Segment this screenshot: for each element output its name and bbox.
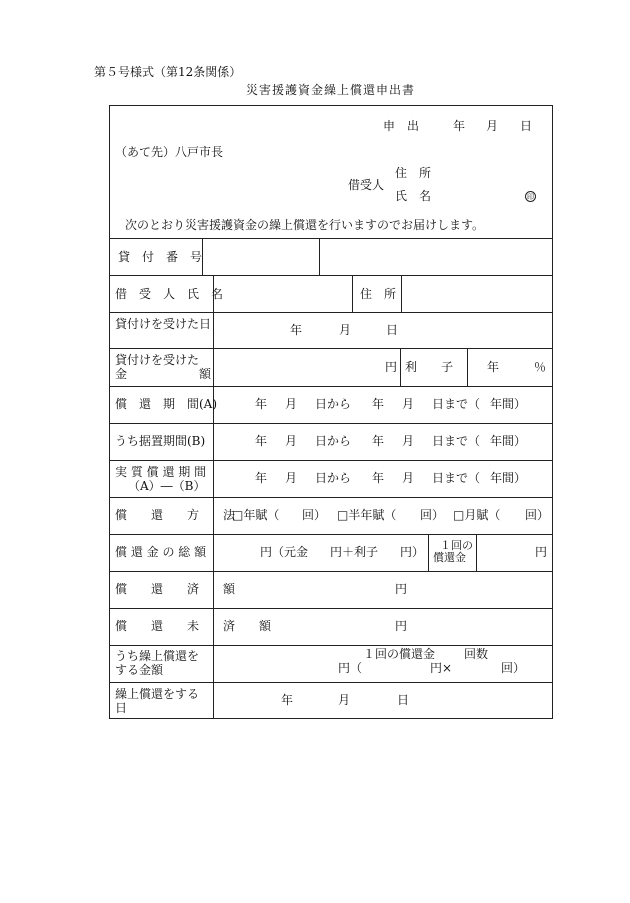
early-date-label: 繰上償還をする [115, 687, 200, 701]
loan-amount-label: 貸付けを受けた [115, 353, 200, 367]
unrepaid-label: 償 還 未 済 額 [115, 619, 272, 633]
interest-label: 利 子 [405, 360, 454, 374]
date-day: 日 [520, 119, 533, 133]
address-label: 住 所 [395, 166, 432, 180]
addressee: （あて先）八戸市長 [115, 145, 224, 159]
early-amount-label: うち繰上償還を [115, 649, 200, 663]
borrower-label: 借受人 [348, 178, 385, 192]
repay-period-label: 償 還 期 間(A) [115, 397, 218, 411]
actual-period-label: 実 質 償 還 期 間 [115, 465, 207, 479]
date-year: 年 [453, 119, 466, 133]
repaid-label: 償 還 済 額 [115, 582, 236, 596]
option-monthly-checkbox[interactable]: □月賦（ [453, 508, 501, 522]
loan-date-label: 貸付けを受けた日 [115, 317, 212, 331]
borrower-name-label: 借 受 人 氏 名 [115, 287, 224, 301]
form-title: 災害援護資金繰上償還申出書 [246, 83, 416, 97]
per-payment-label: １回の [440, 539, 473, 552]
grace-period-label: うち据置期間(B) [115, 434, 206, 448]
loan-number-label: 貸 付 番 号 [118, 250, 203, 264]
date-submit-label: 申 出 [383, 119, 420, 133]
method-label: 償 還 方 法 [115, 508, 236, 522]
statement: 次のとおり災害援護資金の繰上償還を行いますのでお届けします。 [125, 218, 485, 232]
total-label: 償 還 金 の 総 額 [115, 545, 207, 559]
option-annual-checkbox[interactable]: □年賦（ [232, 508, 280, 522]
date-month: 月 [486, 119, 499, 133]
address-cell-label: 住 所 [360, 287, 397, 301]
form-number: 第５号様式（第12条関係） [94, 65, 242, 79]
name-label: 氏 名 [395, 189, 432, 203]
seal-icon: 印 [527, 193, 534, 201]
option-semiannual-checkbox[interactable]: □半年賦（ [337, 508, 397, 522]
